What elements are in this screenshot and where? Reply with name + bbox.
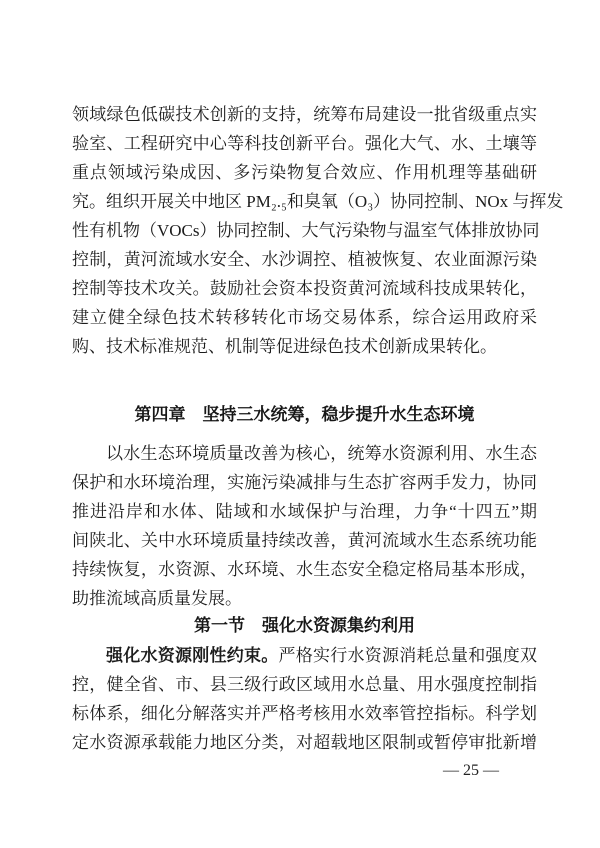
paragraph-green-tech xyxy=(72,100,564,361)
text-line: 持续恢复，水资源、水环境、水生态安全稳定格局基本形成， xyxy=(72,560,537,579)
text-line: 标体系，细化分解落实并严格考核用水效率管控指标。科学划 xyxy=(72,704,537,723)
text-line: 究。组织开展关中地区 PM₂.₅和臭氧（O₃）协同控制、NOx 与挥发 xyxy=(72,192,564,211)
text-line: 建立健全绿色技术转移转化市场交易体系，综合运用政府采 xyxy=(72,308,537,327)
text-line: 间陕北、关中水环境质量持续改善，黄河流域水生态系统功能 xyxy=(72,531,537,550)
text-line: 控制，黄河流域水安全、水沙调控、植被恢复、农业面源污染 xyxy=(72,250,537,269)
paragraph-water-ecology-overview xyxy=(72,439,537,613)
text-line: 控制等技术攻关。鼓励社会资本投资黄河流域科技成果转化， xyxy=(72,279,537,298)
chapter-heading: 第四章 坚持三水统筹，稳步提升水生态环境 xyxy=(134,405,475,424)
paragraph-water-resource-constraint xyxy=(72,641,537,757)
text-line: 重点领域污染成因、多污染物复合效应、作用机理等基础研 xyxy=(72,163,537,182)
section-heading: 第一节 强化水资源集约利用 xyxy=(194,616,415,635)
paragraph-lead-rest: 严格实行水资源消耗总量和强度双 xyxy=(278,646,537,665)
text-line: 领域绿色低碳技术创新的支持，统筹布局建设一批省级重点实 xyxy=(72,105,537,124)
text-line xyxy=(72,641,537,670)
page-number: — 25 — xyxy=(443,762,499,779)
text-line: 以水生态环境质量改善为核心，统筹水资源利用、水生态 xyxy=(106,444,537,463)
paragraph-lead-bold: 强化水资源刚性约束。 xyxy=(106,646,279,665)
text-line: 推进沿岸和水体、陆域和水域保护与治理，力争“十四五”期 xyxy=(72,502,537,521)
text-line: 助推流域高质量发展。 xyxy=(72,589,242,608)
text-line: 保护和水环境治理，实施污染减排与生态扩容两手发力，协同 xyxy=(72,473,537,492)
text-line: 验室、工程研究中心等科技创新平台。强化大气、水、土壤等 xyxy=(72,134,537,153)
text-line: 购、技术标准规范、机制等促进绿色技术创新成果转化。 xyxy=(72,337,497,356)
text-line: 性有机物（VOCs）协同控制、大气污染物与温室气体排放协同 xyxy=(72,221,540,240)
paragraph-continuation-lines xyxy=(72,670,537,757)
text-line: 控，健全省、市、县三级行政区域用水总量、用水强度控制指 xyxy=(72,675,537,694)
text-line: 定水资源承载能力地区分类，对超载地区限制或暂停审批新增 xyxy=(72,733,537,752)
